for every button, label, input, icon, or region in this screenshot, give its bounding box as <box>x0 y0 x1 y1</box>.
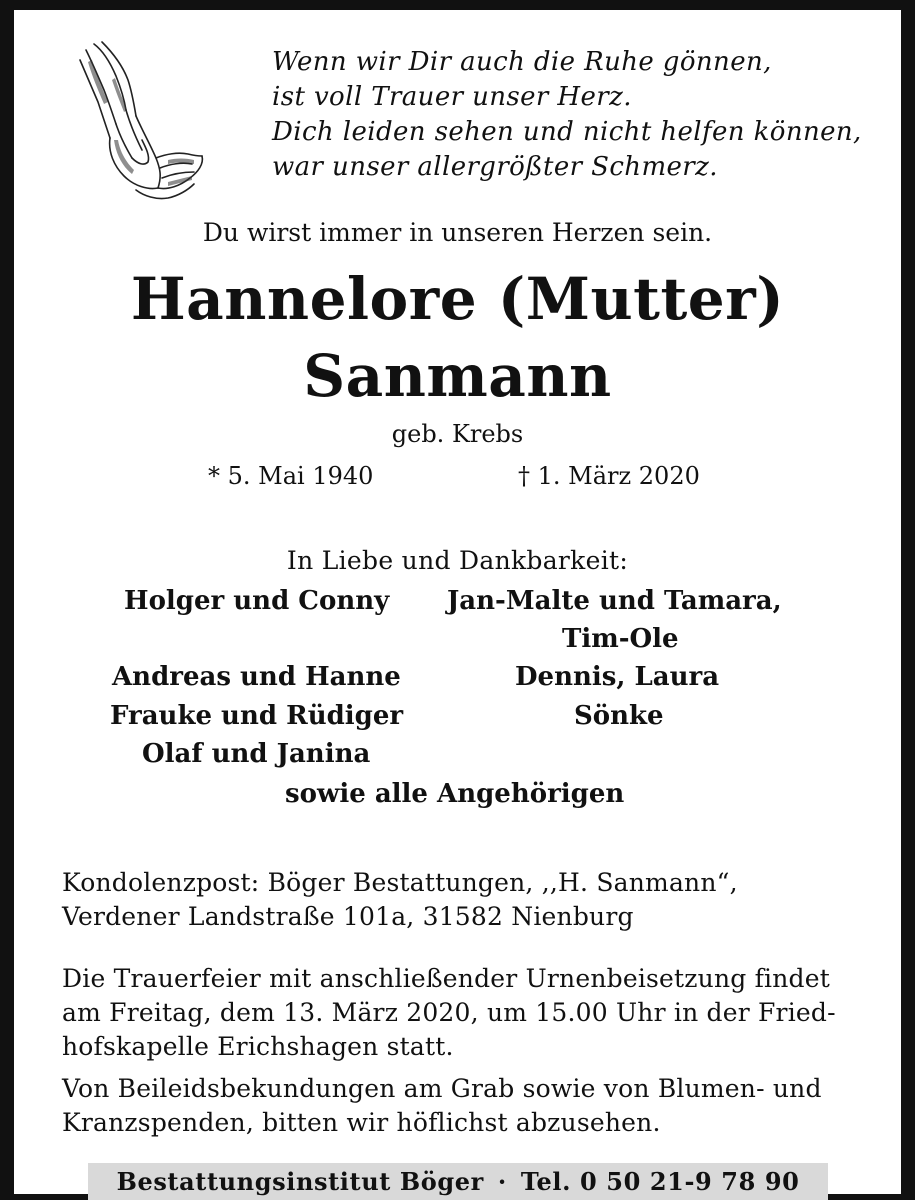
motto: Du wirst immer in unseren Herzen sein. <box>202 218 713 247</box>
mourner-left: Olaf und Janina <box>142 739 371 769</box>
mourner-left: Andreas und Hanne <box>112 662 401 692</box>
condolence-line: Verdener Landstraße 101a, 31582 Nienburg <box>62 902 634 931</box>
funeral-line: am Freitag, dem 13. März 2020, um 15.00 Uhr in der Fried- <box>62 998 836 1027</box>
deceased-name-line2: Sanmann <box>303 342 612 410</box>
footer-separator: · <box>497 1167 507 1196</box>
condolence-request <box>62 1072 862 1140</box>
funeral-home-phone: Tel. 0 50 21-9 78 90 <box>520 1167 800 1196</box>
request-line: Kranzspenden, bitten wir höflichst abzusehen. <box>62 1108 661 1137</box>
praying-hands-icon <box>72 40 207 202</box>
maiden-name: geb. Krebs <box>391 420 524 448</box>
death-date: † 1. März 2020 <box>518 462 700 490</box>
mourners-closing: sowie alle Angehörigen <box>285 779 625 809</box>
poem-line: Dich leiden sehen und nicht helfen können, <box>272 117 862 147</box>
funeral-line: hofskapelle Erichshagen statt. <box>62 1032 454 1061</box>
condolence-address <box>62 866 862 934</box>
request-line: Von Beileidsbekundungen am Grab sowie von Blumen- und <box>62 1074 822 1103</box>
mourner-right: Dennis, Laura <box>515 662 720 692</box>
birth-date: * 5. Mai 1940 <box>208 462 374 490</box>
poem-line: Wenn wir Dir auch die Ruhe gönnen, <box>272 47 772 77</box>
funeral-line: Die Trauerfeier mit anschließender Urnenbeisetzung findet <box>62 964 831 993</box>
poem-line: war unser allergrößter Schmerz. <box>272 152 718 182</box>
funeral-home-name: Bestattungsinstitut Böger <box>116 1167 484 1196</box>
poem <box>272 45 872 185</box>
mourner-left: Frauke und Rüdiger <box>110 701 404 731</box>
mourners-intro: In Liebe und Dankbarkeit: <box>286 546 629 575</box>
poem-line: ist voll Trauer unser Herz. <box>272 82 632 112</box>
deceased-name-line1: Hannelore (Mutter) <box>130 265 785 333</box>
mourner-right: Sönke <box>574 701 664 731</box>
funeral-info <box>62 962 862 1064</box>
mourner-left: Holger und Conny <box>124 586 390 616</box>
mourner-right: Tim-Ole <box>562 624 679 654</box>
condolence-line: Kondolenzpost: Böger Bestattungen, ,,H. Sanmann“, <box>62 868 738 897</box>
mourner-right: Jan-Malte und Tamara, <box>447 586 782 616</box>
funeral-home-footer <box>88 1163 828 1200</box>
